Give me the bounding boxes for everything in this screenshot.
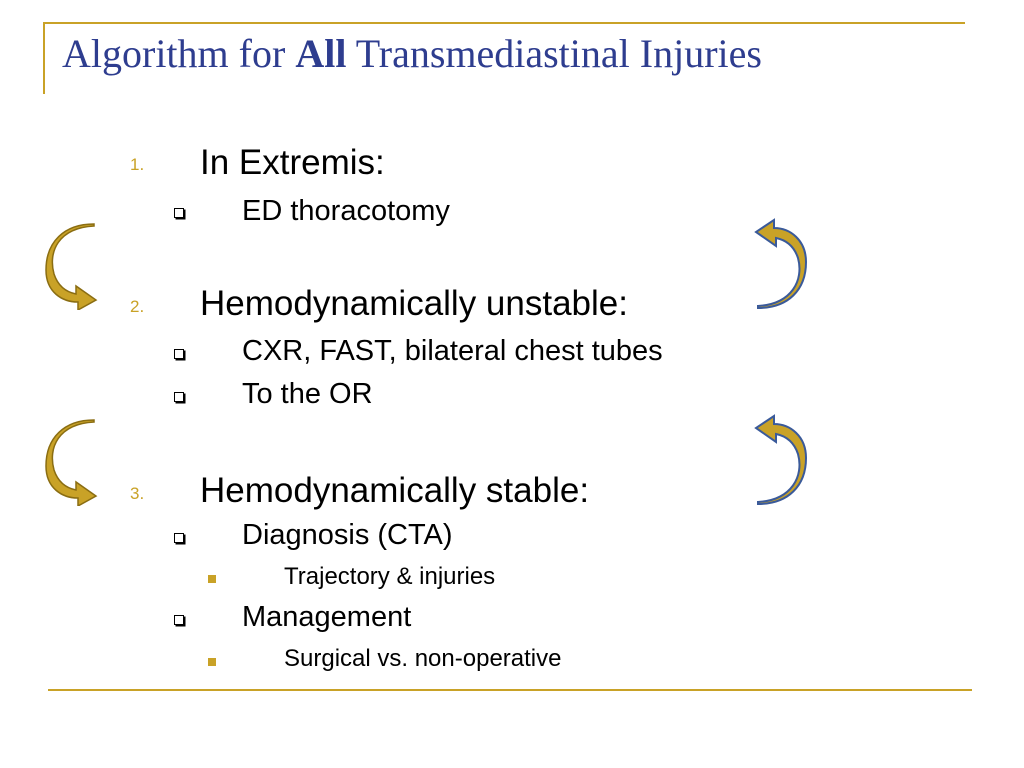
top-divider [43, 22, 965, 24]
sub-item: ED thoracotomy [242, 195, 450, 227]
sub-item: CXR, FAST, bilateral chest tubes [242, 335, 663, 367]
hollow-square-bullet-icon [174, 349, 184, 359]
square-bullet-icon [208, 575, 216, 583]
item-number: 1. [130, 155, 145, 174]
sub-sub-item: Trajectory & injuries [284, 563, 496, 590]
hollow-square-bullet-icon [174, 392, 184, 402]
curved-arrow-icon [752, 414, 808, 506]
sub-item: To the OR [242, 378, 373, 410]
square-bullet-icon [208, 658, 216, 666]
curved-arrow-icon [752, 218, 808, 310]
hollow-square-bullet-icon [174, 615, 184, 625]
item-heading: Hemodynamically stable: [200, 471, 590, 510]
hollow-square-bullet-icon [174, 208, 184, 218]
item-number: 2. [130, 297, 145, 316]
bottom-divider [48, 689, 972, 691]
sub-item: Management [242, 601, 412, 633]
hollow-square-bullet-icon [174, 533, 184, 543]
item-heading: In Extremis: [200, 143, 385, 182]
item-heading: Hemodynamically unstable: [200, 284, 628, 323]
curved-arrow-icon [44, 418, 100, 506]
sub-item: Diagnosis (CTA) [242, 519, 453, 551]
slide-title: Algorithm for All Transmediastinal Injuries [62, 31, 762, 76]
sub-sub-item: Surgical vs. non-operative [284, 645, 562, 672]
left-accent-bar [43, 22, 45, 94]
item-number: 3. [130, 484, 145, 503]
curved-arrow-icon [44, 222, 100, 310]
